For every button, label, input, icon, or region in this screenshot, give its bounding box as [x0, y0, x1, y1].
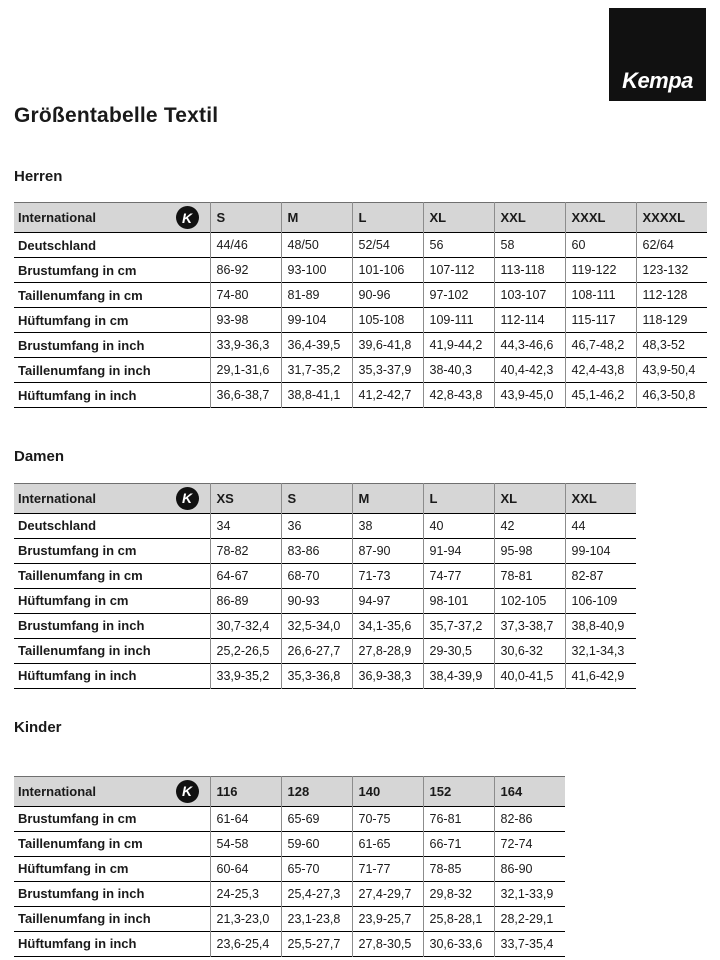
size-value-cell: 94-97 [352, 588, 423, 613]
size-value-cell: 38,8-41,1 [281, 383, 352, 408]
size-column-header: XXL [565, 483, 636, 513]
size-value-cell: 23,1-23,8 [281, 906, 352, 931]
size-value-cell: 93-100 [281, 258, 352, 283]
size-value-cell: 98-101 [423, 588, 494, 613]
table-row [14, 538, 636, 563]
size-value-cell: 71-73 [352, 563, 423, 588]
table-row [14, 258, 707, 283]
size-value-cell: 45,1-46,2 [565, 383, 636, 408]
herren-size-table [14, 202, 707, 408]
page-title: Größentabelle Textil [14, 104, 219, 127]
row-label: Brustumfang in inch [18, 337, 145, 353]
size-value-cell: 40,0-41,5 [494, 663, 565, 688]
size-value-cell: 59-60 [281, 831, 352, 856]
size-value-cell: 60 [565, 233, 636, 258]
size-value-cell: 28,2-29,1 [494, 906, 565, 931]
table-row [14, 831, 565, 856]
size-value-cell: 109-111 [423, 308, 494, 333]
section-herren [14, 168, 706, 408]
size-value-cell: 33,9-36,3 [210, 333, 281, 358]
row-label: Hüftumfang in inch [18, 936, 137, 952]
size-value-cell: 38-40,3 [423, 358, 494, 383]
size-value-cell: 36 [281, 513, 352, 538]
row-label: Brustumfang in inch [18, 618, 145, 634]
international-header-wrap [18, 780, 208, 803]
size-value-cell: 23,6-25,4 [210, 931, 281, 956]
size-value-cell: 33,7-35,4 [494, 931, 565, 956]
size-value-cell: 40 [423, 513, 494, 538]
size-value-cell: 118-129 [636, 308, 707, 333]
size-value-cell: 112-128 [636, 283, 707, 308]
size-column-header: M [352, 483, 423, 513]
size-value-cell: 42 [494, 513, 565, 538]
kempa-logo [609, 8, 706, 101]
size-value-cell: 41,2-42,7 [352, 383, 423, 408]
row-label: Hüftumfang in cm [18, 312, 129, 328]
international-label: International [18, 783, 97, 799]
size-value-cell: 90-96 [352, 283, 423, 308]
size-column-header: 164 [494, 776, 565, 806]
size-column-header: XXXXL [636, 203, 707, 233]
international-header-cell [14, 776, 210, 806]
section-heading-damen: Damen [14, 448, 65, 466]
size-value-cell: 107-112 [423, 258, 494, 283]
size-value-cell: 32,1-34,3 [565, 638, 636, 663]
size-value-cell: 34 [210, 513, 281, 538]
size-column-header: 116 [210, 776, 281, 806]
size-value-cell: 31,7-35,2 [281, 358, 352, 383]
section-heading-kinder: Kinder [14, 718, 62, 736]
size-value-cell: 78-81 [494, 563, 565, 588]
size-value-cell: 58 [494, 233, 565, 258]
size-value-cell: 27,4-29,7 [352, 881, 423, 906]
table-row [14, 233, 707, 258]
size-value-cell: 37,3-38,7 [494, 613, 565, 638]
table-row [14, 881, 565, 906]
size-value-cell: 105-108 [352, 308, 423, 333]
international-header-wrap [18, 487, 208, 510]
size-value-cell: 52/54 [352, 233, 423, 258]
size-value-cell: 33,9-35,2 [210, 663, 281, 688]
size-value-cell: 119-122 [565, 258, 636, 283]
row-label: Brustumfang in inch [18, 886, 145, 902]
size-value-cell: 91-94 [423, 538, 494, 563]
size-column-header: S [281, 483, 352, 513]
size-value-cell: 61-64 [210, 806, 281, 831]
size-value-cell: 38 [352, 513, 423, 538]
size-column-header: XL [423, 203, 494, 233]
kempa-logo-text: Kempa [622, 68, 693, 93]
international-label: International [18, 490, 97, 506]
size-value-cell: 99-104 [281, 308, 352, 333]
size-value-cell: 41,6-42,9 [565, 663, 636, 688]
table-row [14, 383, 707, 408]
size-column-header: S [210, 203, 281, 233]
size-value-cell: 68-70 [281, 563, 352, 588]
size-value-cell: 39,6-41,8 [352, 333, 423, 358]
size-value-cell: 27,8-28,9 [352, 638, 423, 663]
size-value-cell: 43,9-50,4 [636, 358, 707, 383]
size-value-cell: 93-98 [210, 308, 281, 333]
size-value-cell: 86-89 [210, 588, 281, 613]
size-value-cell: 106-109 [565, 588, 636, 613]
size-value-cell: 48,3-52 [636, 333, 707, 358]
size-value-cell: 27,8-30,5 [352, 931, 423, 956]
size-value-cell: 44/46 [210, 233, 281, 258]
size-value-cell: 43,9-45,0 [494, 383, 565, 408]
size-value-cell: 42,4-43,8 [565, 358, 636, 383]
size-column-header: XXXL [565, 203, 636, 233]
size-value-cell: 35,3-37,9 [352, 358, 423, 383]
size-column-header: 128 [281, 776, 352, 806]
size-value-cell: 102-105 [494, 588, 565, 613]
size-column-header: L [423, 483, 494, 513]
size-value-cell: 36,9-38,3 [352, 663, 423, 688]
international-label: International [18, 210, 97, 226]
size-value-cell: 56 [423, 233, 494, 258]
size-value-cell: 29,8-32 [423, 881, 494, 906]
size-value-cell: 30,6-32 [494, 638, 565, 663]
size-value-cell: 46,3-50,8 [636, 383, 707, 408]
size-value-cell: 38,8-40,9 [565, 613, 636, 638]
size-column-header: 140 [352, 776, 423, 806]
size-value-cell: 90-93 [281, 588, 352, 613]
size-value-cell: 86-92 [210, 258, 281, 283]
size-value-cell: 83-86 [281, 538, 352, 563]
size-column-header: XXL [494, 203, 565, 233]
size-value-cell: 112-114 [494, 308, 565, 333]
size-value-cell: 65-70 [281, 856, 352, 881]
damen-size-table [14, 483, 636, 689]
international-header-cell [14, 483, 210, 513]
size-value-cell: 103-107 [494, 283, 565, 308]
table-row [14, 613, 636, 638]
size-value-cell: 44 [565, 513, 636, 538]
size-value-cell: 54-58 [210, 831, 281, 856]
kempa-k-icon: K [176, 206, 199, 229]
size-value-cell: 41,9-44,2 [423, 333, 494, 358]
size-value-cell: 21,3-23,0 [210, 906, 281, 931]
table-row [14, 906, 565, 931]
table-row [14, 333, 707, 358]
row-label: Brustumfang in cm [18, 543, 137, 559]
table-row [14, 308, 707, 333]
size-value-cell: 76-81 [423, 806, 494, 831]
table-header-row [14, 483, 636, 513]
size-column-header: 152 [423, 776, 494, 806]
row-label: Hüftumfang in inch [18, 668, 137, 684]
kinder-size-table [14, 776, 565, 957]
kempa-k-icon: K [176, 780, 199, 803]
size-value-cell: 97-102 [423, 283, 494, 308]
row-label: Taillenumfang in cm [18, 836, 143, 852]
row-label: Brustumfang in cm [18, 811, 137, 827]
size-value-cell: 32,1-33,9 [494, 881, 565, 906]
table-row [14, 806, 565, 831]
size-value-cell: 82-87 [565, 563, 636, 588]
size-column-header: XL [494, 483, 565, 513]
size-column-header: M [281, 203, 352, 233]
size-value-cell: 29-30,5 [423, 638, 494, 663]
size-value-cell: 95-98 [494, 538, 565, 563]
row-label: Hüftumfang in inch [18, 387, 137, 403]
size-value-cell: 35,7-37,2 [423, 613, 494, 638]
size-value-cell: 99-104 [565, 538, 636, 563]
size-value-cell: 30,6-33,6 [423, 931, 494, 956]
size-value-cell: 26,6-27,7 [281, 638, 352, 663]
table-header-row [14, 776, 565, 806]
size-value-cell: 40,4-42,3 [494, 358, 565, 383]
size-value-cell: 113-118 [494, 258, 565, 283]
row-label: Taillenumfang in cm [18, 287, 143, 303]
size-value-cell: 24-25,3 [210, 881, 281, 906]
size-value-cell: 74-80 [210, 283, 281, 308]
section-heading-herren: Herren [14, 168, 63, 186]
table-row [14, 856, 565, 881]
size-value-cell: 115-117 [565, 308, 636, 333]
size-value-cell: 38,4-39,9 [423, 663, 494, 688]
size-value-cell: 46,7-48,2 [565, 333, 636, 358]
size-value-cell: 25,2-26,5 [210, 638, 281, 663]
section-kinder [14, 719, 706, 957]
row-label: Hüftumfang in cm [18, 593, 129, 609]
size-value-cell: 82-86 [494, 806, 565, 831]
row-label: Taillenumfang in cm [18, 568, 143, 584]
table-row [14, 283, 707, 308]
size-column-header: L [352, 203, 423, 233]
size-value-cell: 23,9-25,7 [352, 906, 423, 931]
row-label: Hüftumfang in cm [18, 861, 129, 877]
size-value-cell: 48/50 [281, 233, 352, 258]
size-value-cell: 42,8-43,8 [423, 383, 494, 408]
size-value-cell: 81-89 [281, 283, 352, 308]
size-value-cell: 62/64 [636, 233, 707, 258]
size-value-cell: 29,1-31,6 [210, 358, 281, 383]
table-row [14, 931, 565, 956]
size-value-cell: 71-77 [352, 856, 423, 881]
table-header-row [14, 203, 707, 233]
size-value-cell: 78-82 [210, 538, 281, 563]
international-header-cell [14, 203, 210, 233]
size-value-cell: 44,3-46,6 [494, 333, 565, 358]
size-value-cell: 34,1-35,6 [352, 613, 423, 638]
size-value-cell: 78-85 [423, 856, 494, 881]
size-value-cell: 25,5-27,7 [281, 931, 352, 956]
table-row [14, 563, 636, 588]
size-value-cell: 66-71 [423, 831, 494, 856]
size-value-cell: 36,4-39,5 [281, 333, 352, 358]
size-column-header: XS [210, 483, 281, 513]
row-label: Deutschland [18, 518, 97, 534]
size-value-cell: 36,6-38,7 [210, 383, 281, 408]
size-value-cell: 101-106 [352, 258, 423, 283]
row-label: Deutschland [18, 237, 97, 253]
size-value-cell: 74-77 [423, 563, 494, 588]
size-value-cell: 35,3-36,8 [281, 663, 352, 688]
size-value-cell: 64-67 [210, 563, 281, 588]
international-header-wrap [18, 206, 208, 229]
size-value-cell: 87-90 [352, 538, 423, 563]
row-label: Taillenumfang in inch [18, 362, 151, 378]
size-value-cell: 32,5-34,0 [281, 613, 352, 638]
size-value-cell: 30,7-32,4 [210, 613, 281, 638]
row-label: Taillenumfang in inch [18, 911, 151, 927]
table-row [14, 588, 636, 613]
section-damen [14, 448, 706, 688]
kempa-k-icon: K [176, 487, 199, 510]
size-value-cell: 61-65 [352, 831, 423, 856]
size-value-cell: 108-111 [565, 283, 636, 308]
table-row [14, 638, 636, 663]
table-row [14, 663, 636, 688]
size-value-cell: 72-74 [494, 831, 565, 856]
size-value-cell: 86-90 [494, 856, 565, 881]
row-label: Brustumfang in cm [18, 262, 137, 278]
size-value-cell: 25,4-27,3 [281, 881, 352, 906]
size-value-cell: 70-75 [352, 806, 423, 831]
size-value-cell: 60-64 [210, 856, 281, 881]
size-value-cell: 25,8-28,1 [423, 906, 494, 931]
table-row [14, 358, 707, 383]
size-value-cell: 65-69 [281, 806, 352, 831]
table-row [14, 513, 636, 538]
size-value-cell: 123-132 [636, 258, 707, 283]
row-label: Taillenumfang in inch [18, 643, 151, 659]
